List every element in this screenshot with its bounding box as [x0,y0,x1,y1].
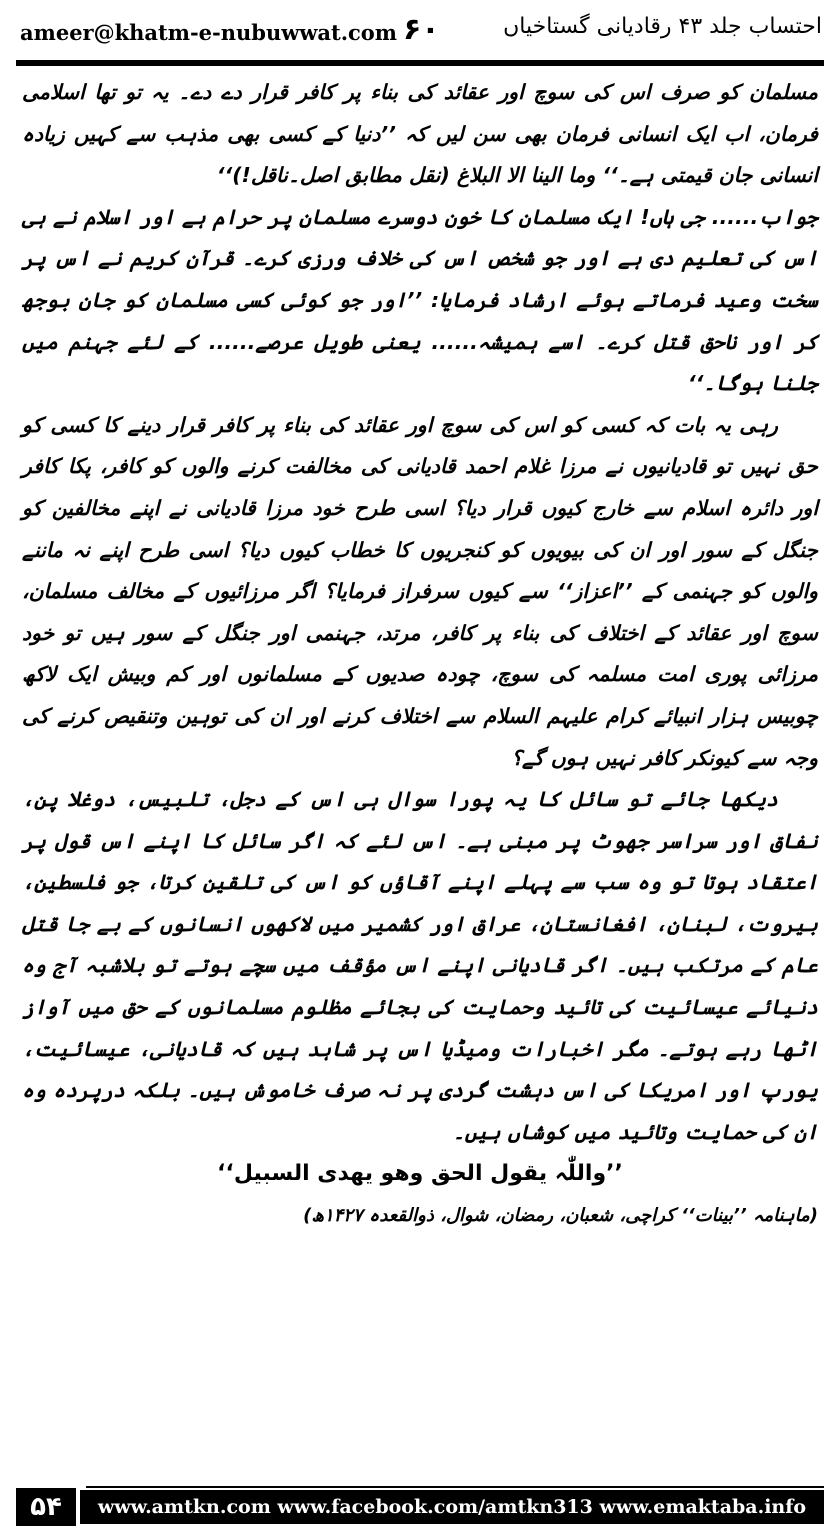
footer-rule [86,1486,824,1488]
header-title: احتساب جلد ۴۳ رقادیانی گستاخیاں [503,14,822,39]
footer-page-number: ۵۴ [16,1488,76,1526]
article-body [22,72,818,1237]
header-email: ameer@khatm-e-nubuwwat.com [20,20,398,45]
paragraph-3: رہی یہ بات کہ کسی کو اس کی سوچ اور عقائد کی بناء پر کافر قرار دینے کا کسی کو حق نہیں تو قادیانیوں نے مرزا غلام احمد قادیانی کی مخالفت کرنے والوں کو کافر، پکا کافر اور دائرہ اسلام سے خارج کیوں قرار دیا؟ اسی طرح خود مرزا قادیانی نے اپنے مخالفین کو جنگل کے سور اور ان کی بیویوں کو کنجریوں کا خطاب کیوں دیا؟ اسی طرح اپنے نہ ماننے والوں کو جہنمی کے ’’اعزاز‘‘ سے کیوں سرفراز فرمایا؟ اگر مرزائیوں کے مخالف مسلمان، سوچ اور عقائد کے اختلاف کی بناء پر کافر، مرتد، جہنمی اور جنگل کے سور ہیں تو خود مرزائی پوری امت مسلمہ کی سوچ، چودہ صدیوں کے مسلمانوں اور کم وبیش ایک لاکھ چوبیس ہزار انبیائے کرام علیہم السلام سے اختلاف کرنے اور ان کی توہین وتنقیص کرنے کی وجہ سے کیونکر کافر نہیں ہوں گے؟ [22,412,818,770]
paragraph-4: دیکھا جائے تو سائل کا یہ پورا سوال ہی اس کے دجل، تلبیس، دوغلا پن، نفاق اور سراسر جھوٹ پر مبنی ہے۔ اس لئے کہ اگر سائل کا اپنے اس قول پر اعتقاد ہوتا تو وہ سب سے پہلے اپنے آقاؤں کو اس کی تلقین کرتا، جو فلسطین، بیروت، لبنان، افغانستان، عراق اور کشمیر میں لاکھوں انسانوں کے بے جا قتل عام کے مرتکب ہیں۔ اگر قادیانی اپنے اس مؤقف میں سچے ہوتے تو بلاشبہ آج وہ دنیائے عیسائیت کی تائید وحمایت کی بجائے مظلوم مسلمانوں کے حق میں آواز اٹھا رہے ہوتے۔ مگر اخبارات ومیڈیا اس پر شاہد ہیں کہ قادیانی، عیسائیت، یورپ اور امریکا کی اس دہشت گردی پر نہ صرف خاموش ہیں۔ بلکہ درپردہ وہ ان کی حمایت وتائید میں کوشاں ہیں۔ [22,787,818,1144]
closing-quote: ’’واللّٰہ یقول الحق وھو یھدی السبیل‘‘ [217,1161,623,1187]
footer-links[interactable]: www.amtkn.com www.facebook.com/amtkn313 www.emaktaba.info [80,1490,824,1524]
page-footer [16,1486,824,1526]
paragraph-1: مسلمان کو صرف اس کی سوچ اور عقائد کی بناء پر کافر قرار دے دے۔ یہ تو تھا اسلامی فرمان، اب ایک انسانی فرمان بھی سن لیں کہ ’’دنیا کے کسی بھی مذہب سے کہیں زیادہ انسانی جان قیمتی ہے۔‘‘ وما الینا الا البلاغ (نقل مطابق اصل۔ناقل!)‘‘ [22,80,818,188]
source-citation: (ماہنامہ ’’بینات‘‘ کراچی، شعبان، رمضان، شوال، ذوالقعدہ ۱۴۲۷ھ) [303,1205,818,1227]
header-page-number: ۶۰ [403,12,440,47]
page-header [16,12,824,54]
header-rule [16,60,824,66]
paragraph-2: جواب...... جی ہاں! ایک مسلمان کا خون دوسرے مسلمان پر حرام ہے اور اسلام نے ہی اس کی تعلیم دی ہے اور جو شخص اس کی خلاف ورزی کرے۔ قرآن کریم نے اس پر سخت وعید فرماتے ہوئے ارشاد فرمایا: ’’اور جو کوئی کسی مسلمان کو جان بوجھ کر اور ناحق قتل کرے۔ اسے ہمیشہ...... یعنی طویل عرصے...... کے لئے جہنم میں جلنا ہوگا۔‘‘ [22,204,818,396]
